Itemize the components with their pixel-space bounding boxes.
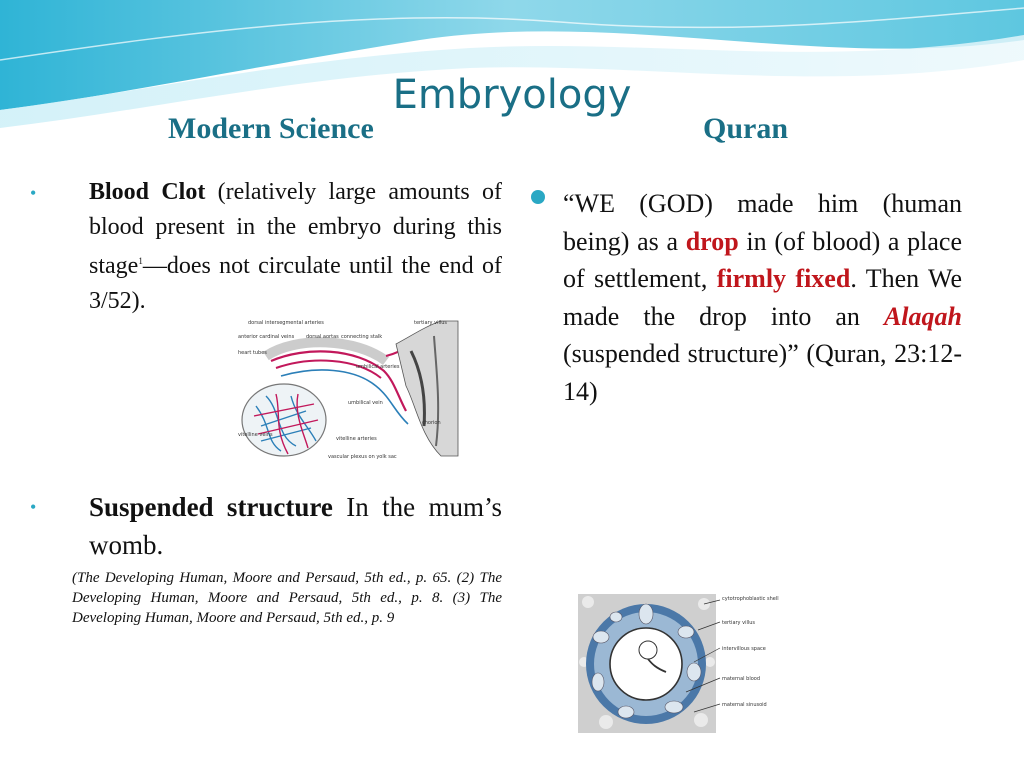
highlight-drop: drop xyxy=(685,226,739,256)
implanted-embryo-figure xyxy=(576,592,779,735)
suspended-structure-term: Suspended structure xyxy=(89,492,333,522)
figure1-label: chorion xyxy=(422,420,441,426)
figure1-label: connecting stalk xyxy=(341,334,383,340)
figure2-label: cytotrophoblastic shell xyxy=(722,596,779,602)
highlight-firmly-fixed: firmly fixed xyxy=(716,264,851,293)
bullet-icon: • xyxy=(30,497,37,517)
verse-text: in (of blood) a place of settlement, xyxy=(563,226,963,293)
verse-text: “WE (GOD) made him (human being) as a xyxy=(563,189,962,256)
figure1-label: dorsal intersegmental arteries xyxy=(248,320,324,326)
figure2-label: tertiary villus xyxy=(722,620,756,626)
figure2-label: maternal sinusoid xyxy=(722,702,767,708)
bullet-icon: • xyxy=(30,183,37,203)
verse-text: . Then We made the drop into an xyxy=(563,264,963,331)
figure1-label: vitelline veins xyxy=(238,432,273,438)
suspended-structure-paragraph xyxy=(89,488,502,564)
figure1-label: vitelline arteries xyxy=(336,436,377,442)
citation-note: (The Developing Human, Moore and Persaud, 5th ed., p. 65. (2) The Developing Human, Moore and Persaud, 5th ed., p. 8. (3) The Developing Human, Moore and Persaud, 5th ed., p. 9 xyxy=(72,570,502,626)
embryo-circulation-figure xyxy=(236,316,458,462)
figure1-label: tertiary villus xyxy=(414,320,448,326)
quran-verse-paragraph xyxy=(563,185,962,410)
footnote-ref: 1 xyxy=(138,256,143,266)
slide-title: Embryology xyxy=(392,72,632,118)
blood-clot-term: Blood Clot xyxy=(89,179,206,205)
blood-clot-text-continued: —does not circulate until the end of 3/52). xyxy=(89,253,502,314)
verse-text: (suspended structure)” (Quran, 23:12-14) xyxy=(563,339,962,406)
figure1-label: umbilical vein xyxy=(348,400,383,406)
blood-clot-paragraph xyxy=(89,175,502,318)
figure1-label: vascular plexus on yolk sac xyxy=(328,454,397,460)
bullet-icon xyxy=(531,190,545,204)
figure2-label: maternal blood xyxy=(722,676,761,682)
figure1-label: anterior cardinal veins xyxy=(238,334,295,340)
figure2-label: intervillous space xyxy=(722,646,766,652)
blood-clot-text: (relatively large amounts of blood present in the embryo during this stage xyxy=(89,179,503,279)
column-heading-quran: Quran xyxy=(703,112,789,145)
figure1-label: heart tubes xyxy=(238,350,267,356)
column-heading-modern-science: Modern Science xyxy=(168,112,374,145)
figure1-label: umbilical arteries xyxy=(356,364,400,370)
figure1-label: dorsal aortas xyxy=(306,334,339,340)
highlight-alaqah: Alaqah xyxy=(883,301,962,331)
suspended-structure-text: In the mum’s womb. xyxy=(89,492,502,560)
